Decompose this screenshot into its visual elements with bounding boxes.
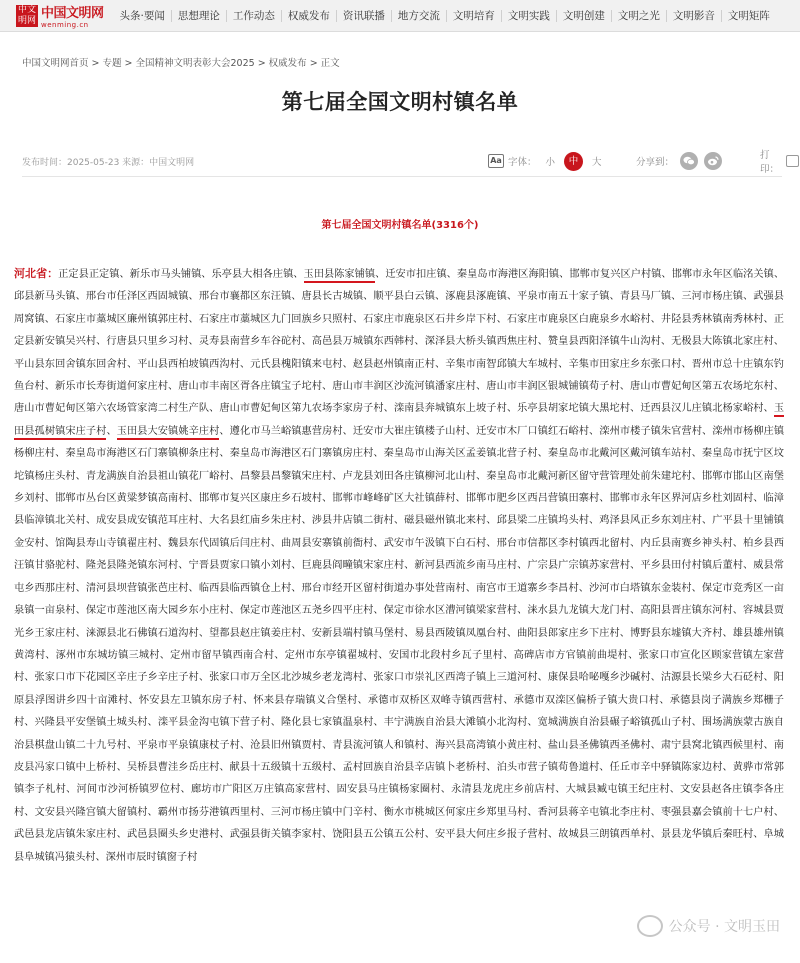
font-medium-button[interactable]: 中 (564, 152, 583, 171)
province-label: 河北省： (14, 267, 59, 280)
print-label: 打印： (760, 150, 780, 175)
nav-item[interactable]: 资讯联播 (336, 10, 391, 22)
weibo-share-icon[interactable] (704, 152, 722, 170)
village-list-text: 、 (106, 425, 117, 437)
nav-item[interactable]: 头条·要闻 (119, 9, 165, 22)
watermark (637, 915, 780, 937)
top-nav-bar (0, 0, 800, 32)
publish-date: 发布时间：2025-05-23 来源：中国文明网 (22, 157, 195, 168)
logo-seal-icon: 中文明网 (17, 4, 36, 26)
nav-item[interactable]: 文明影音 (666, 10, 721, 22)
highlighted-village: 玉田县陈家铺镇 (304, 269, 376, 283)
highlighted-village: 玉田 (14, 403, 784, 439)
watermark-text: 公众号 · 文明玉田 (668, 919, 780, 935)
nav-item[interactable]: 文明矩阵 (721, 10, 776, 22)
font-label: 字体： (508, 157, 537, 168)
highlighted-village: 县孤树镇宋庄子村 (24, 426, 106, 440)
wechat-watermark-icon (637, 915, 663, 937)
article-meta (22, 150, 782, 175)
village-list-text: 正定县正定镇、新乐市马头铺镇、乐亭县大相各庄镇、 (58, 269, 304, 280)
nav-item[interactable]: 文明实践 (501, 10, 556, 22)
print-icon[interactable] (786, 155, 799, 167)
nav-item[interactable]: 文明创建 (556, 10, 611, 22)
font-size-control (488, 150, 602, 172)
logo-domain: wenming.cn (41, 21, 89, 29)
nav-item[interactable]: 工作动态 (226, 10, 281, 22)
site-logo[interactable] (16, 2, 104, 29)
village-list-text: 、遵化市马兰峪镇惠营房村、迁安市大崔庄镇楼子山村、迁安市木厂口镇红石峪村、滦州市楼子镇朱官营村、滦州市杨柳庄镇杨柳庄村、秦皇岛市海港区石门寨镇柳条庄村、秦皇岛市海港区石门寨镇房庄村、秦皇岛市山海关区孟姜镇北营子村、秦皇岛市北戴河区戴河镇车站村、秦皇岛市抚宁区坟坨镇杨庄头村、青龙满族自治县祖山镇花厂峪村、昌黎县昌黎镇宋庄村、卢龙县刘田各庄镇柳河北山村、秦皇岛市北戴河新区留守营管理处前朱建坨村、邯郸市邯山区南堡乡刘村、邯郸市丛台区黄粱梦镇高南村、邯郸市复兴区康庄乡石坡村、邯郸市峰峰矿区大社镇薛村、邯郸市肥乡区西吕营镇田寨村、邯郸市永年区界河店乡杜刘固村、临漳县临漳镇北关村、成安县成安镇范耳庄村、大名县红庙乡朱庄村、涉县井店镇二街村、磁县磁州镇北来村、邱县梁二庄镇坞头村、鸡泽县风正乡东刘庄村、广平县十里铺镇金安村、馆陶县寿山寺镇翟庄村、魏县东代固镇后闫庄村、曲周县安寨镇前衙村、武安市午汲镇下白石村、邢台市信都区李村镇西北留村、内丘县南赛乡神头村、柏乡县西汪镇甘骆驼村、隆尧县隆尧镇东河村、宁晋县贾家口镇小刘村、巨鹿县阎疃镇宋家庄村、新河县西流乡南马庄村、广宗县广宗镇苏家营村、平乡县田付村镇后董村、威县常屯乡西那庄村、清河县坝营镇张芭庄村、临西县临西镇仓上村、邢台市经开区留村街道办事处营南村、南宫市王道寨乡李昌村、沙河市白塔镇东金装村、保定市竞秀区一亩泉镇一亩泉村、保定市莲池区南大园乡东小庄村、保定市莲池区五尧乡四平庄村、保定市徐水区漕河镇梁家营村、涞水县九龙镇大龙门村、高阳县晋庄镇东河村、容城县贾光乡王家庄村、涞源县北石佛镇石道沟村、望都县赵庄镇姜庄村、安新县端村镇马堡村、易县西陵镇凤凰台村、曲阳县郎家庄乡下庄村、博野县东墟镇大齐村、雄县雄州镇黄湾村、涿州市东城坊镇三城村、定州市留早镇西南合村、定州市东亭镇翟城村、安国市北段村乡瓦子里村、高碑店市方官镇前曲堤村、张家口市宣化区顾家营镇左家营村、张家口市下花园区辛庄子乡辛庄子村、张家口市万全区北沙城乡老龙湾村、张家口市崇礼区西湾子镇上三道河村、康保县哈咇嘎乡沙碱村、沽源县长梁乡大石砭村、阳原县浮图讲乡四十亩滩村、怀安县左卫镇东房子村、怀来县存瑞镇义合堡村、承德市双桥区双峰寺镇西营村、承德市双滦区偏桥子镇大贵口村、承德县岗子满族乡郑栅子村、兴隆县平安堡镇土城头村、滦平县金沟屯镇下营子村、隆化县七家镇温泉村、丰宁满族自治县大滩镇小北沟村、宽城满族自治县碾子峪镇孤山子村、围场满族蒙古族自治县棋盘山镇二十九号村、平泉市平泉镇康杖子村、沧县旧州镇贾村、青县流河镇人和镇村、海兴县高湾镇小黄庄村、盐山县圣佛镇西圣佛村、肃宁县窝北镇西候里村、南皮县冯家口镇中上桥村、吴桥县曹洼乡岳庄村、献县十五级镇十五级村、孟村回族自治县辛店镇卜老桥村、泊头市营子镇荀鲁道村、任丘市辛中驿镇陈家边村、黄骅市常郭镇李子札村、河间市沙河桥镇罗位村、廊坊市广阳区万庄镇高家营村、固安县马庄镇杨家圈村、永清县龙虎庄乡前店村、大城县臧屯镇王纪庄村、文安县赵各庄镇李各庄村、文安县兴隆宫镇大留镇村、霸州市扬芬港镇西里村、三河市杨庄镇中门辛村、衡水市桃城区何家庄乡郑里马村、香河县蒋辛屯镇北李庄村、枣强县嘉会镇前十七户村、武邑县龙店镇朱家庄村、武邑县圈头乡史港村、武强县街关镇李家村、饶阳县五公镇五公村、安平县大何庄乡报子营村、故城县三朗镇西单村、景县龙华镇后秦旺村、阜城县阜城镇冯猿头村、深州市辰时镇窗子村 (14, 425, 785, 863)
font-small-button[interactable]: 小 (545, 157, 556, 168)
village-list-text: 、迁安市扣庄镇、秦皇岛市海港区海阳镇、邯郸市复兴区户村镇、邯郸市永年区临洺关镇、邱县新马头镇、邢台市任泽区西固城镇、邢台市襄都区东汪镇、唐县长古城镇、顺平县白云镇、涿鹿县涿鹿镇、平泉市南五十家子镇、青县马厂镇、三河市杨庄镇、武强县周窝镇、石家庄市藁城区廉州镇郭庄村、石家庄市藁城区九门回族乡只照村、石家庄市鹿泉区石井乡岸下村、石家庄市鹿泉区白鹿泉乡水峪村、井陉县秀林镇南秀林村、正定县新安镇吴兴村、行唐县只里乡习村、灵寿县南营乡车谷砣村、高邑县万城镇东西韩村、深泽县大桥头镇西焦庄村、赞皇县西阳泽镇牛山沟村、无极县大陈镇北家庄村、平山县东回舍镇东回舍村、平山县西柏坡镇西沟村、元氏县槐阳镇来屯村、赵县赵州镇南正村、辛集市南智邱镇大车城村、辛集市田家庄乡东张口村、晋州市总十庄镇东钓鱼台村、新乐市长寿街道何家庄村、唐山市丰南区胥各庄镇宝子坨村、唐山市丰润区沙流河镇潘家庄村、唐山市丰润区银城铺镇荀子村、唐山市曹妃甸区第五农场坨东村、唐山市曹妃甸区第六农场管家湾二村生产队、唐山市曹妃甸区第九农场李家房子村、滦南县奔城镇东上坡子村、乐亭县胡家坨镇大黑坨村、迁西县汉儿庄镇北杨家峪村、 (14, 269, 785, 415)
meta-divider (22, 176, 782, 177)
breadcrumb[interactable]: 中国文明网首页 > 专题 > 全国精神文明表彰大会2025 > 权威发布 > 正文 (22, 58, 340, 69)
font-aa-icon: Aa (488, 154, 504, 168)
article-body (14, 263, 784, 869)
nav-item[interactable]: 文明培育 (446, 10, 501, 22)
nav-item[interactable]: 地方交流 (391, 10, 446, 22)
share-label: 分享到： (636, 157, 675, 168)
nav-item[interactable]: 思想理论 (171, 10, 226, 22)
nav-item[interactable]: 权威发布 (281, 10, 336, 22)
page-title: 第七届全国文明村镇名单 (281, 90, 519, 114)
wechat-share-icon[interactable] (680, 152, 698, 170)
print-control[interactable] (760, 150, 799, 175)
list-subtitle: 第七届全国文明村镇名单(3316个) (321, 220, 479, 231)
nav-item[interactable]: 文明之光 (611, 10, 666, 22)
font-large-button[interactable]: 大 (592, 157, 602, 168)
logo-text: 中国文明网 (41, 6, 104, 21)
main-nav (114, 10, 776, 22)
highlighted-village: 玉田县大安镇姚辛庄村 (117, 426, 220, 440)
share-control (636, 150, 722, 172)
